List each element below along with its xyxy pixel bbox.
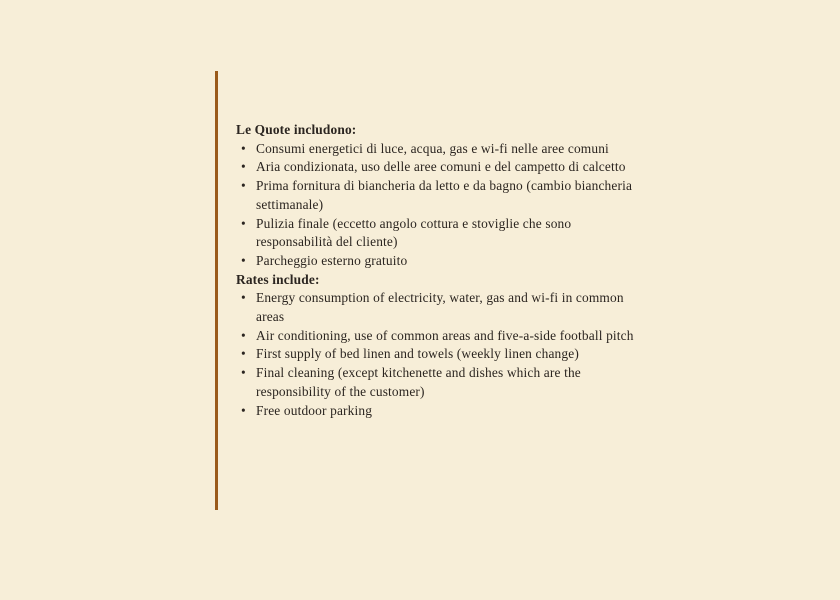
bullet-icon: •	[241, 159, 246, 175]
list-item	[236, 177, 646, 214]
bullet-icon: •	[241, 365, 246, 381]
list-item-text: Air conditioning, use of common areas and five-a-side football pitch	[256, 327, 634, 343]
bullet-icon: •	[241, 215, 246, 231]
list-item	[236, 289, 646, 326]
list-item-text: Final cleaning (except kitchenette and dishes which are the responsibility of the customer)	[256, 365, 581, 399]
list-item	[236, 402, 646, 421]
list-item	[236, 345, 646, 364]
list-item-text: Prima fornitura di biancheria da letto e da bagno (cambio biancheria settimanale)	[256, 178, 633, 212]
italian-list	[236, 140, 646, 271]
rates-info-panel	[236, 121, 646, 420]
english-list	[236, 289, 646, 420]
list-item	[236, 140, 646, 159]
bullet-icon: •	[241, 178, 246, 194]
list-item	[236, 252, 646, 271]
list-item-text: Pulizia finale (eccetto angolo cottura e stoviglie che sono responsabilità del cliente)	[256, 215, 572, 250]
list-item-text: Parcheggio esterno gratuito	[256, 252, 408, 268]
accent-bar	[215, 71, 218, 510]
bullet-icon: •	[241, 140, 246, 156]
english-heading: Rates include:	[236, 271, 320, 287]
list-item-text: First supply of bed linen and towels (weekly linen change)	[256, 346, 579, 362]
bullet-icon: •	[241, 252, 246, 268]
bullet-icon: •	[241, 346, 246, 362]
list-item	[236, 215, 646, 252]
list-item	[236, 364, 646, 401]
bullet-icon: •	[241, 327, 246, 343]
list-item	[236, 327, 646, 346]
bullet-icon: •	[241, 290, 246, 306]
italian-heading: Le Quote includono:	[236, 122, 357, 137]
list-item	[236, 158, 646, 177]
bullet-icon: •	[241, 402, 246, 418]
list-item-text: Energy consumption of electricity, water, gas and wi-fi in common areas	[256, 290, 624, 325]
list-item-text: Free outdoor parking	[256, 402, 373, 418]
list-item-text: Aria condizionata, uso delle aree comuni e del campetto di calcetto	[256, 159, 626, 175]
list-item-text: Consumi energetici di luce, acqua, gas e wi-fi nelle aree comuni	[256, 140, 609, 156]
